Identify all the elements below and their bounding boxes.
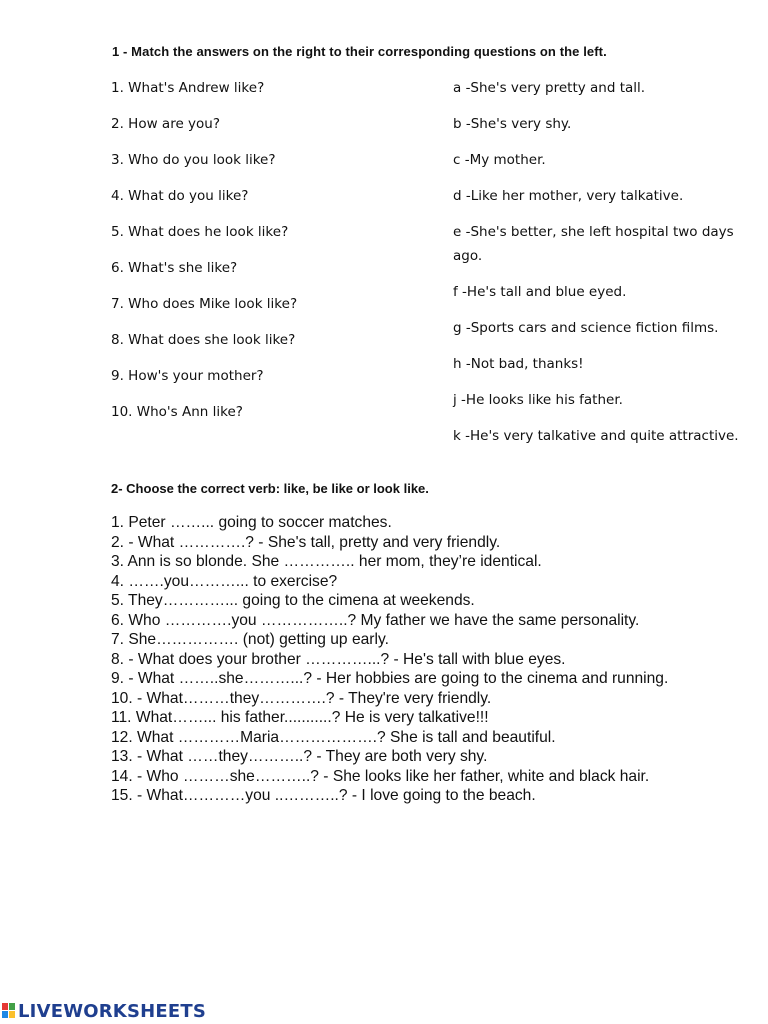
exercise1-title: 1 - Match the answers on the right to their corresponding questions on the left. <box>112 44 607 59</box>
question-item: 2. How are you? <box>111 116 221 132</box>
brand-name: LIVEWORKSHEETS <box>18 1000 207 1022</box>
answer-item: j -He looks like his father. <box>453 392 623 408</box>
sentence-item: 2. - What ………….? - She's tall, pretty and very friendly. <box>111 533 501 551</box>
exercise2-title: 2- Choose the correct verb: like, be like or look like. <box>111 481 429 496</box>
question-item: 7. Who does Mike look like? <box>111 296 298 312</box>
answer-item: c -My mother. <box>453 152 546 168</box>
answers-column <box>453 76 753 484</box>
sentence-item: 8. - What does your brother …………...? - He's tall with blue eyes. <box>111 650 566 668</box>
answer-item: b -She's very shy. <box>453 116 572 132</box>
liveworksheets-logo[interactable] <box>2 999 206 1023</box>
sentence-item: 10. - What………they………….? - They're very friendly. <box>111 689 492 707</box>
sentence-item: 13. - What ……they………..? - They are both very shy. <box>111 748 488 765</box>
question-item: 4. What do you like? <box>111 188 249 204</box>
answer-item: g -Sports cars and science fiction films. <box>453 320 719 336</box>
question-item: 10. Who's Ann like? <box>111 404 243 420</box>
answer-item: h -Not bad, thanks! <box>453 356 584 372</box>
sentence-item: 9. - What ……..she………...? - Her hobbies are going to the cinema and running. <box>111 670 669 687</box>
sentence-item: 1. Peter ……... going to soccer matches. <box>111 514 392 531</box>
question-item: 1. What's Andrew like? <box>111 80 265 96</box>
answer-item: k -He's very talkative and quite attractive. <box>453 428 739 444</box>
sentences-list <box>111 513 751 806</box>
sentence-item: 4. …….you………... to exercise? <box>111 572 338 590</box>
sentence-item: 6. Who ………….you ……………..? My father we have the same personality. <box>111 611 640 629</box>
sentence-item: 5. They…………... going to the cimena at weekends. <box>111 592 475 609</box>
sentence-item: 15. - What…………you ..………..? - I love going to the beach. <box>111 787 536 804</box>
question-item: 3. Who do you look like? <box>111 152 276 168</box>
answer-item: a -She's very pretty and tall. <box>453 80 646 96</box>
answer-item: e -She's better, she left hospital two days ago. <box>453 224 734 264</box>
sentence-item: 7. She……………. (not) getting up early. <box>111 631 389 648</box>
question-item: 9. How's your mother? <box>111 368 264 384</box>
answer-item: d -Like her mother, very talkative. <box>453 188 684 204</box>
sentence-item: 11. What……... his father...........? He is very talkative!!! <box>111 709 489 726</box>
answer-item: f -He's tall and blue eyed. <box>453 284 627 300</box>
question-item: 5. What does he look like? <box>111 224 289 240</box>
sentence-item: 14. - Who ………she………..? - She looks like her father, white and black hair. <box>111 767 650 785</box>
question-item: 6. What's she like? <box>111 260 238 276</box>
question-item: 8. What does she look like? <box>111 332 296 348</box>
sentence-item: 12. What …………Maria……………….? She is tall and beautiful. <box>111 728 556 746</box>
questions-column <box>111 76 431 436</box>
sentence-item: 3. Ann is so blonde. She ………….. her mom, they’re identical. <box>111 553 542 570</box>
liveworksheets-logo-icon <box>2 1003 16 1019</box>
